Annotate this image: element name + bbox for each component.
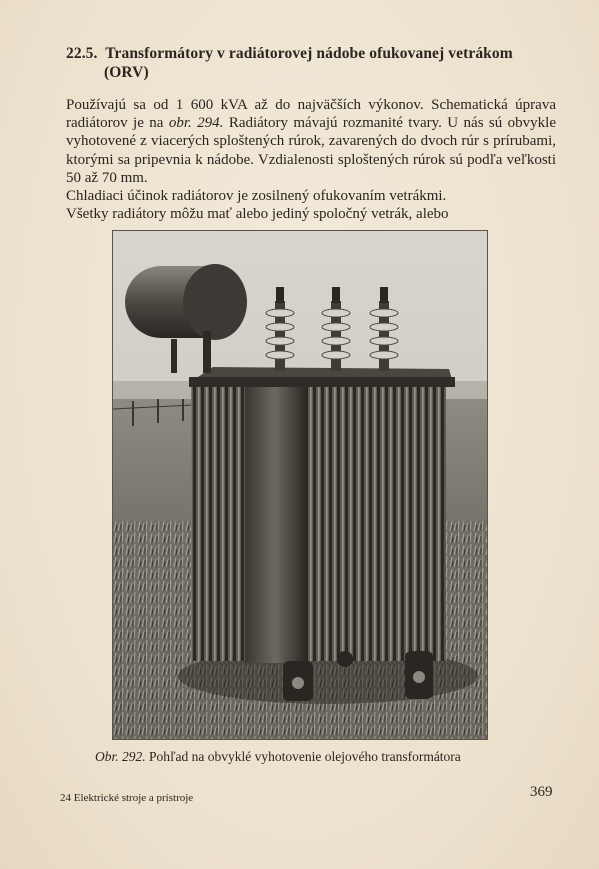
- paragraph-1: [66, 96, 556, 187]
- figure-reference: obr. 294.: [168, 115, 224, 132]
- paragraph-3: Všetky radiátory môžu mať alebo jediný spoločný vetrák, alebo: [66, 206, 449, 223]
- paragraph-1-part-a: Používajú sa od 1 600 kVA až do najväčších výkonov. Schematická úprava radiátorov je na: [66, 97, 556, 132]
- section-heading: [66, 44, 556, 82]
- paragraph-1-part-b: Radiátory mávajú rozmanité tvary. U nás sú obvykle vyhotovené z viacerých sploštených rúrok, zavarených do dvoch rúr s prírubami, ktorými sa pripevnia k nádobe. Vzdialenosti sploštených rúrok sú podľa veľkosti 50 až 70 mm.: [66, 115, 556, 186]
- figure-caption-text: Pohľad na obvyklé vyhotovenie olejového transformátora: [145, 749, 461, 764]
- figure-caption-label: Obr. 292.: [95, 749, 146, 764]
- transformer-photo-illustration: [113, 231, 487, 739]
- transformer-photo: [112, 230, 488, 740]
- body-text: [66, 96, 556, 223]
- page-number: 369: [530, 784, 553, 800]
- paragraph-2: Chladiaci účinok radiátorov je zosilnený ofukovaním vetrákmi.: [66, 188, 447, 205]
- section-title-line2: (ORV): [104, 64, 149, 81]
- section-title-line1: Transformátory v radiátorovej nádobe ofukovanej vetrákom: [105, 45, 513, 62]
- printer-signature: 24 Elektrické stroje a prístroje: [60, 792, 194, 804]
- section-number: 22.5.: [66, 45, 98, 62]
- figure-caption: [95, 748, 535, 765]
